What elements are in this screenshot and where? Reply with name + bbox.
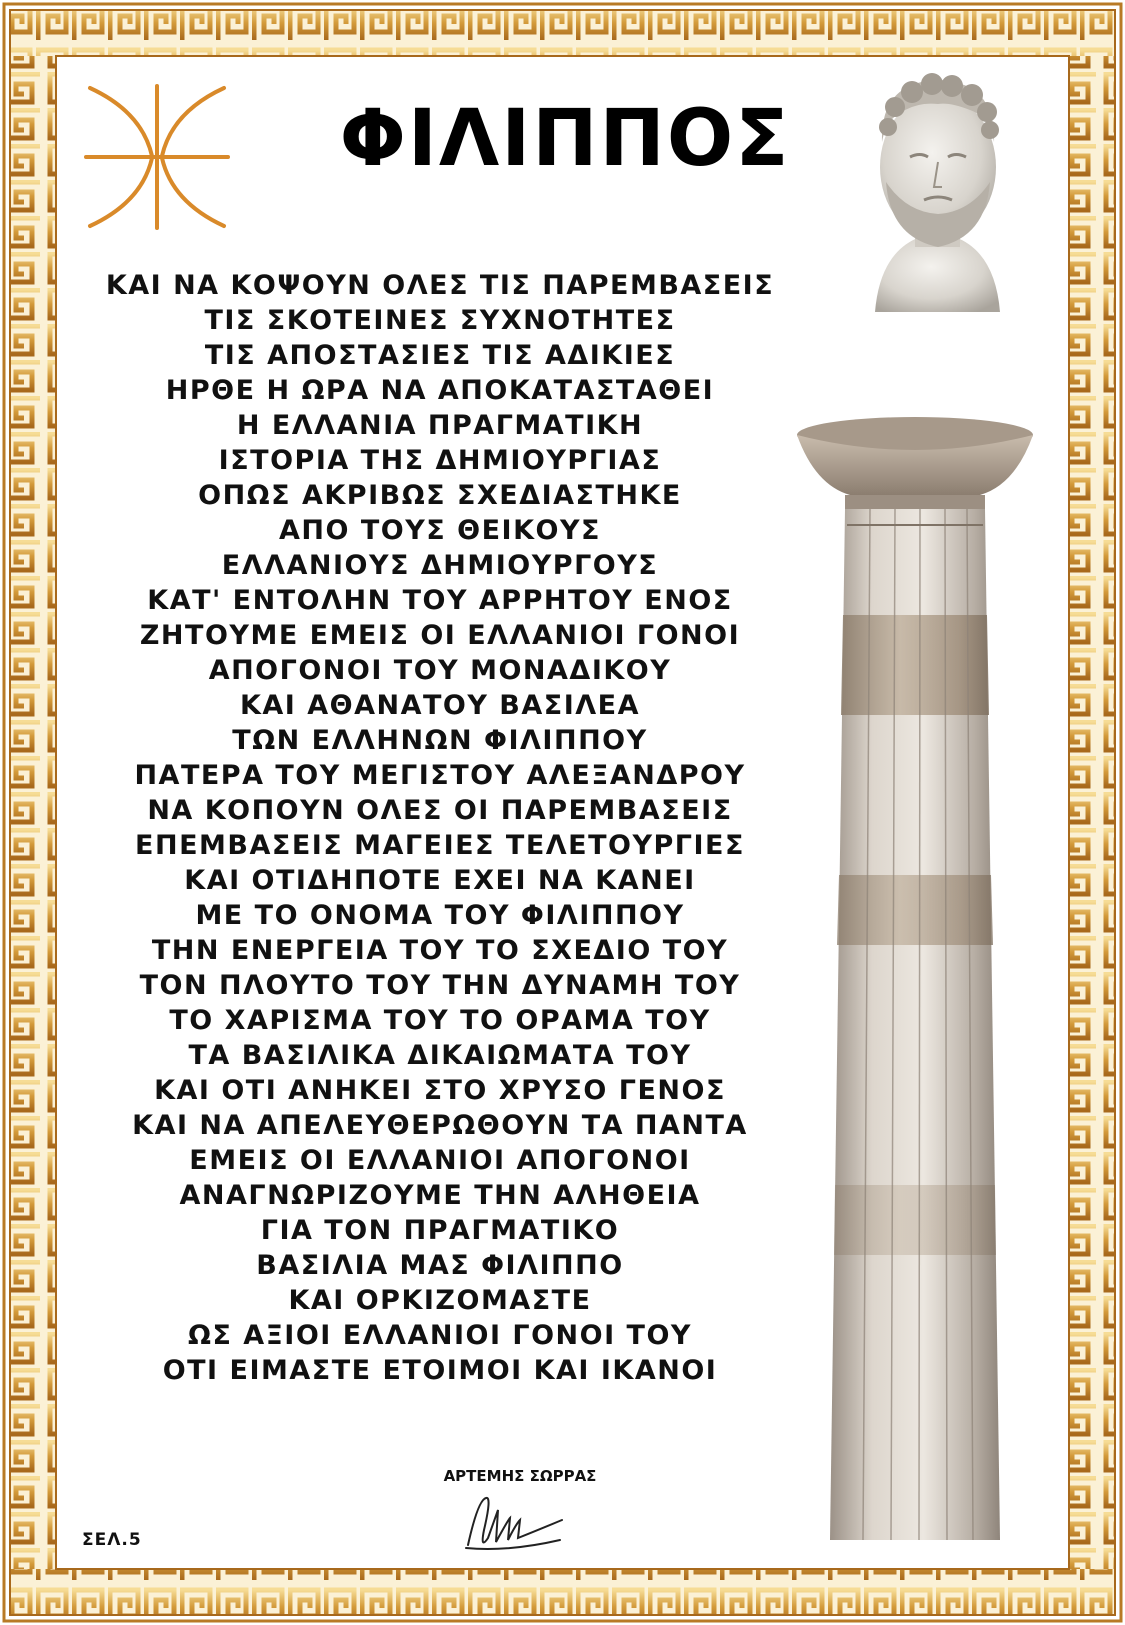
poem-line: ΖΗΤΟΥΜΕ ΕΜΕΙΣ ΟΙ ΕΛΛΑΝΙΟΙ ΓΟΝΟΙ bbox=[139, 620, 741, 651]
star-symbol bbox=[82, 82, 232, 232]
poem-line: ΟΤΙ ΕΙΜΑΣΤΕ ΕΤΟΙΜΟΙ ΚΑΙ ΙΚΑΝΟΙ bbox=[162, 1355, 718, 1386]
poem-line: ΚΑΙ ΟΤΙ ΑΝΗΚΕΙ ΣΤΟ ΧΡΥΣΟ ΓΕΝΟΣ bbox=[154, 1075, 726, 1106]
poem-line: ΑΠΟ ΤΟΥΣ ΘΕΙΚΟΥΣ bbox=[279, 515, 601, 546]
poem-line: ΤΗΝ ΕΝΕΡΓΕΙΑ ΤΟΥ ΤΟ ΣΧΕΔΙΟ ΤΟΥ bbox=[151, 935, 729, 966]
poem-line: ΗΡΘΕ Η ΩΡΑ ΝΑ ΑΠΟΚΑΤΑΣΤΑΘΕΙ bbox=[165, 375, 715, 406]
poem-line: ΟΠΩΣ ΑΚΡΙΒΩΣ ΣΧΕΔΙΑΣΤΗΚΕ bbox=[198, 480, 682, 511]
poem-line: ΤΙΣ ΑΠΟΣΤΑΣΙΕΣ ΤΙΣ ΑΔΙΚΙΕΣ bbox=[204, 340, 676, 371]
poem-line: ΙΣΤΟΡΙΑ ΤΗΣ ΔΗΜΙΟΥΡΓΙΑΣ bbox=[218, 445, 662, 476]
bust-of-philip bbox=[850, 62, 1025, 312]
poem-line: ΚΑΙ ΟΤΙΔΗΠΟΤΕ ΕΧΕΙ ΝΑ ΚΑΝΕΙ bbox=[184, 865, 696, 896]
poem-line: ΤΟΝ ΠΛΟΥΤΟ ΤΟΥ ΤΗΝ ΔΥΝΑΜΗ ΤΟΥ bbox=[139, 970, 741, 1001]
poem-line: ΝΑ ΚΟΠΟΥΝ ΟΛΕΣ ΟΙ ΠΑΡΕΜΒΑΣΕΙΣ bbox=[147, 795, 733, 826]
doric-column bbox=[795, 415, 1035, 1540]
poem-line: ΩΣ ΑΞΙΟΙ ΕΛΛΑΝΙΟΙ ΓΟΝΟΙ ΤΟΥ bbox=[188, 1320, 692, 1351]
poem-line: ΠΑΤΕΡΑ ΤΟΥ ΜΕΓΙΣΤΟΥ ΑΛΕΞΑΝΔΡΟΥ bbox=[134, 760, 746, 791]
poem-line: ΤΑ ΒΑΣΙΛΙΚΑ ΔΙΚΑΙΩΜΑΤΑ ΤΟΥ bbox=[188, 1040, 692, 1071]
poem-line: ΚΑΙ ΝΑ ΚΟΨΟΥΝ ΟΛΕΣ ΤΙΣ ΠΑΡΕΜΒΑΣΕΙΣ bbox=[105, 270, 775, 301]
poem-line: Η ΕΛΛΑΝΙΑ ΠΡΑΓΜΑΤΙΚΗ bbox=[236, 410, 644, 441]
poem-line: ΑΝΑΓΝΩΡΙΖΟΥΜΕ ΤΗΝ ΑΛΗΘΕΙΑ bbox=[179, 1180, 701, 1211]
poem-line: ΚΑΤ' ΕΝΤΟΛΗΝ ΤΟΥ ΑΡΡΗΤΟΥ ΕΝΟΣ bbox=[147, 585, 733, 616]
page-title: ΦΙΛΙΠΠΟΣ bbox=[339, 94, 791, 184]
poem-line: ΕΜΕΙΣ ΟΙ ΕΛΛΑΝΙΟΙ ΑΠΟΓΟΝΟΙ bbox=[189, 1145, 691, 1176]
page-number: ΣΕΛ.5 bbox=[82, 1530, 142, 1550]
poem-line: ΤΙΣ ΣΚΟΤΕΙΝΕΣ ΣΥΧΝΟΤΗΤΕΣ bbox=[204, 305, 676, 336]
signature bbox=[458, 1490, 568, 1560]
poem-line: ΚΑΙ ΟΡΚΙΖΟΜΑΣΤΕ bbox=[288, 1285, 592, 1316]
author-name: ΑΡΤΕΜΗΣ ΣΩΡΡΑΣ bbox=[443, 1467, 597, 1485]
poem-line: ΑΠΟΓΟΝΟΙ ΤΟΥ ΜΟΝΑΔΙΚΟΥ bbox=[208, 655, 672, 686]
poem-line: ΓΙΑ ΤΟΝ ΠΡΑΓΜΑΤΙΚΟ bbox=[260, 1215, 620, 1246]
poem-line: ΚΑΙ ΑΘΑΝΑΤΟΥ ΒΑΣΙΛΕΑ bbox=[239, 690, 641, 721]
poem-line: ΤΩΝ ΕΛΛΗΝΩΝ ΦΙΛΙΠΠΟΥ bbox=[232, 725, 648, 756]
poem bbox=[70, 268, 810, 1388]
poem-line: ΤΟ ΧΑΡΙΣΜΑ ΤΟΥ ΤΟ ΟΡΑΜΑ ΤΟΥ bbox=[169, 1005, 711, 1036]
poem-line: ΕΠΕΜΒΑΣΕΙΣ ΜΑΓΕΙΕΣ ΤΕΛΕΤΟΥΡΓΙΕΣ bbox=[135, 830, 745, 861]
poem-line: ΕΛΛΑΝΙΟΥΣ ΔΗΜΙΟΥΡΓΟΥΣ bbox=[221, 550, 659, 581]
poem-line: ΒΑΣΙΛΙΑ ΜΑΣ ΦΙΛΙΠΠΟ bbox=[256, 1250, 624, 1281]
poem-line: ΜΕ ΤΟ ΟΝΟΜΑ ΤΟΥ ΦΙΛΙΠΠΟΥ bbox=[195, 900, 685, 931]
poem-line: ΚΑΙ ΝΑ ΑΠΕΛΕΥΘΕΡΩΘΟΥΝ ΤΑ ΠΑΝΤΑ bbox=[132, 1110, 748, 1141]
